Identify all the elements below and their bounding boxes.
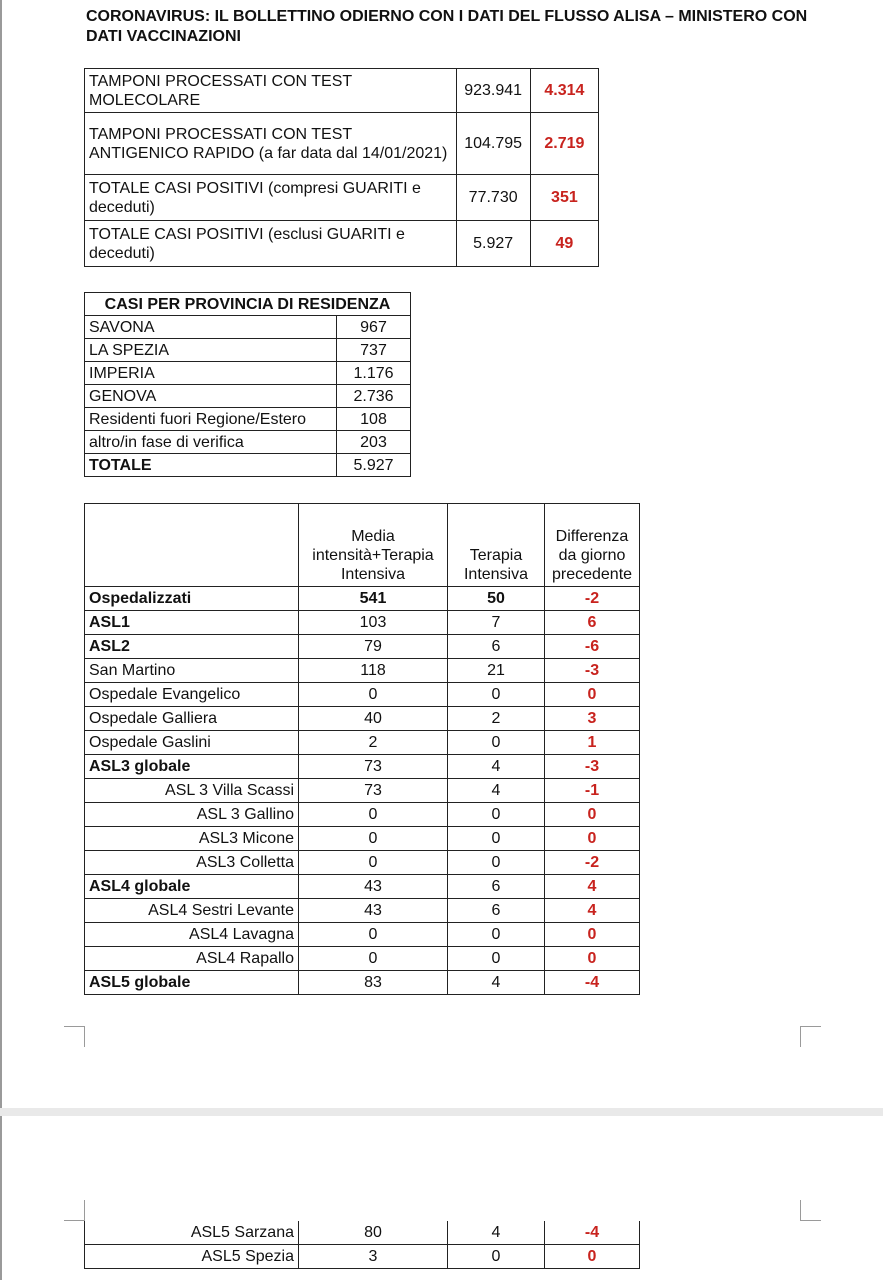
table-row bbox=[85, 221, 599, 267]
hospital-ti-value: 0 bbox=[448, 947, 545, 971]
hospital-name: ASL2 bbox=[85, 635, 299, 659]
hospital-ti-value: 0 bbox=[448, 683, 545, 707]
table-row bbox=[85, 899, 640, 923]
page-corner-mark bbox=[64, 1026, 85, 1047]
hospital-name: ASL4 Rapallo bbox=[85, 947, 299, 971]
hospital-table bbox=[84, 503, 640, 995]
table-row bbox=[85, 316, 411, 339]
hospital-media-value: 73 bbox=[299, 779, 448, 803]
summary-total: 77.730 bbox=[456, 175, 530, 221]
summary-total: 104.795 bbox=[456, 113, 530, 175]
hospital-ti-value: 2 bbox=[448, 707, 545, 731]
hospital-media-value: 0 bbox=[299, 803, 448, 827]
table-header-row bbox=[85, 504, 640, 587]
table-row bbox=[85, 635, 640, 659]
hospital-name: ASL5 Spezia bbox=[85, 1245, 299, 1269]
hospital-diff-value: 3 bbox=[545, 707, 640, 731]
table-row bbox=[85, 803, 640, 827]
table-row bbox=[85, 1221, 640, 1245]
hospital-name: Ospedalizzati bbox=[85, 587, 299, 611]
hospital-name: ASL4 Lavagna bbox=[85, 923, 299, 947]
hospital-diff-value: 0 bbox=[545, 803, 640, 827]
summary-delta: 4.314 bbox=[530, 69, 598, 113]
province-value: 203 bbox=[337, 431, 411, 454]
hospital-diff-value: -1 bbox=[545, 779, 640, 803]
hospital-media-value: 73 bbox=[299, 755, 448, 779]
hospital-diff-value: -3 bbox=[545, 659, 640, 683]
table-row bbox=[85, 587, 640, 611]
table-row bbox=[85, 851, 640, 875]
table-row bbox=[85, 339, 411, 362]
province-value: 967 bbox=[337, 316, 411, 339]
province-header: CASI PER PROVINCIA DI RESIDENZA bbox=[85, 293, 411, 316]
table-row bbox=[85, 731, 640, 755]
hospital-name: ASL5 globale bbox=[85, 971, 299, 995]
hospital-name: ASL3 globale bbox=[85, 755, 299, 779]
hospital-ti-value: 7 bbox=[448, 611, 545, 635]
table-row bbox=[85, 779, 640, 803]
province-table bbox=[84, 292, 411, 477]
hospital-ti-value: 0 bbox=[448, 803, 545, 827]
hospital-diff-value: -3 bbox=[545, 755, 640, 779]
hospital-diff-value: -2 bbox=[545, 587, 640, 611]
province-name: GENOVA bbox=[85, 385, 337, 408]
summary-label: TAMPONI PROCESSATI CON TEST MOLECOLARE bbox=[85, 69, 457, 113]
table-row bbox=[85, 947, 640, 971]
table-row bbox=[85, 1245, 640, 1269]
hospital-ti-value: 0 bbox=[448, 731, 545, 755]
page-corner-mark bbox=[800, 1026, 821, 1047]
table-header-row bbox=[85, 293, 411, 316]
hospital-media-value: 0 bbox=[299, 947, 448, 971]
summary-delta: 49 bbox=[530, 221, 598, 267]
hospital-media-value: 103 bbox=[299, 611, 448, 635]
hospital-diff-value: 0 bbox=[545, 947, 640, 971]
hospital-name: ASL5 Sarzana bbox=[85, 1221, 299, 1245]
hospital-diff-value: -4 bbox=[545, 1221, 640, 1245]
table-row bbox=[85, 362, 411, 385]
hospital-name: Ospedale Evangelico bbox=[85, 683, 299, 707]
hospital-rows bbox=[85, 587, 640, 995]
hospital-ti-value: 6 bbox=[448, 899, 545, 923]
hospital-diff-value: 0 bbox=[545, 827, 640, 851]
table-row bbox=[85, 113, 599, 175]
page-edge bbox=[0, 0, 2, 1280]
province-name: TOTALE bbox=[85, 454, 337, 477]
table-row bbox=[85, 611, 640, 635]
hospital-diff-value: 0 bbox=[545, 1245, 640, 1269]
hospital-ti-value: 4 bbox=[448, 971, 545, 995]
hospital-ti-value: 0 bbox=[448, 851, 545, 875]
table-row bbox=[85, 923, 640, 947]
hospital-ti-value: 50 bbox=[448, 587, 545, 611]
header-ti: Terapia Intensiva bbox=[448, 504, 545, 587]
province-name: SAVONA bbox=[85, 316, 337, 339]
hospital-name: ASL 3 Gallino bbox=[85, 803, 299, 827]
table-row bbox=[85, 69, 599, 113]
header-diff: Differenza da giorno precedente bbox=[545, 504, 640, 587]
province-value: 1.176 bbox=[337, 362, 411, 385]
hospital-diff-value: 4 bbox=[545, 875, 640, 899]
province-name: altro/in fase di verifica bbox=[85, 431, 337, 454]
hospital-name: ASL 3 Villa Scassi bbox=[85, 779, 299, 803]
table-row bbox=[85, 175, 599, 221]
summary-table bbox=[84, 68, 599, 267]
table-row bbox=[85, 755, 640, 779]
hospital-ti-value: 6 bbox=[448, 635, 545, 659]
hospital-ti-value: 0 bbox=[448, 1245, 545, 1269]
hospital-ti-value: 0 bbox=[448, 923, 545, 947]
summary-label: TOTALE CASI POSITIVI (esclusi GUARITI e deceduti) bbox=[85, 221, 457, 267]
hospital-media-value: 2 bbox=[299, 731, 448, 755]
province-value: 2.736 bbox=[337, 385, 411, 408]
hospital-name: ASL3 Colletta bbox=[85, 851, 299, 875]
hospital-table-continued bbox=[84, 1221, 640, 1269]
table-row bbox=[85, 408, 411, 431]
table-row bbox=[85, 971, 640, 995]
page-corner-mark bbox=[64, 1200, 85, 1221]
hospital-name: ASL4 Sestri Levante bbox=[85, 899, 299, 923]
hospital-name: San Martino bbox=[85, 659, 299, 683]
hospital-ti-value: 6 bbox=[448, 875, 545, 899]
page-separator bbox=[0, 1108, 883, 1116]
header-media: Media intensità+Terapia Intensiva bbox=[299, 504, 448, 587]
hospital-diff-value: -4 bbox=[545, 971, 640, 995]
hospital-rows-continued bbox=[85, 1221, 640, 1269]
hospital-name: Ospedale Galliera bbox=[85, 707, 299, 731]
province-value: 5.927 bbox=[337, 454, 411, 477]
hospital-media-value: 79 bbox=[299, 635, 448, 659]
table-row bbox=[85, 385, 411, 408]
hospital-ti-value: 4 bbox=[448, 1221, 545, 1245]
hospital-diff-value: 4 bbox=[545, 899, 640, 923]
table-row bbox=[85, 683, 640, 707]
hospital-media-value: 80 bbox=[299, 1221, 448, 1245]
table-row bbox=[85, 454, 411, 477]
hospital-name: Ospedale Gaslini bbox=[85, 731, 299, 755]
province-value: 108 bbox=[337, 408, 411, 431]
table-row bbox=[85, 659, 640, 683]
header-empty-cell bbox=[85, 504, 299, 587]
hospital-media-value: 40 bbox=[299, 707, 448, 731]
table-row bbox=[85, 827, 640, 851]
summary-label: TOTALE CASI POSITIVI (compresi GUARITI e deceduti) bbox=[85, 175, 457, 221]
hospital-media-value: 0 bbox=[299, 923, 448, 947]
hospital-ti-value: 21 bbox=[448, 659, 545, 683]
hospital-media-value: 0 bbox=[299, 851, 448, 875]
page-corner-mark bbox=[800, 1200, 821, 1221]
hospital-media-value: 43 bbox=[299, 875, 448, 899]
hospital-media-value: 3 bbox=[299, 1245, 448, 1269]
province-name: IMPERIA bbox=[85, 362, 337, 385]
hospital-name: ASL3 Micone bbox=[85, 827, 299, 851]
hospital-diff-value: 0 bbox=[545, 923, 640, 947]
hospital-media-value: 118 bbox=[299, 659, 448, 683]
province-value: 737 bbox=[337, 339, 411, 362]
hospital-diff-value: 6 bbox=[545, 611, 640, 635]
province-name: Residenti fuori Regione/Estero bbox=[85, 408, 337, 431]
summary-delta: 351 bbox=[530, 175, 598, 221]
hospital-diff-value: 0 bbox=[545, 683, 640, 707]
hospital-media-value: 541 bbox=[299, 587, 448, 611]
document-title: CORONAVIRUS: IL BOLLETTINO ODIERNO CON I DATI DEL FLUSSO ALISA – MINISTERO CON DATI VACCINAZIONI bbox=[86, 8, 808, 45]
hospital-ti-value: 4 bbox=[448, 779, 545, 803]
hospital-diff-value: -2 bbox=[545, 851, 640, 875]
hospital-ti-value: 0 bbox=[448, 827, 545, 851]
hospital-media-value: 83 bbox=[299, 971, 448, 995]
table-row bbox=[85, 875, 640, 899]
table-row bbox=[85, 707, 640, 731]
table-row bbox=[85, 431, 411, 454]
hospital-ti-value: 4 bbox=[448, 755, 545, 779]
hospital-name: ASL4 globale bbox=[85, 875, 299, 899]
hospital-name: ASL1 bbox=[85, 611, 299, 635]
summary-total: 923.941 bbox=[456, 69, 530, 113]
hospital-media-value: 43 bbox=[299, 899, 448, 923]
summary-label: TAMPONI PROCESSATI CON TEST ANTIGENICO RAPIDO (a far data dal 14/01/2021) bbox=[85, 113, 457, 175]
province-name: LA SPEZIA bbox=[85, 339, 337, 362]
summary-total: 5.927 bbox=[456, 221, 530, 267]
hospital-media-value: 0 bbox=[299, 827, 448, 851]
summary-delta: 2.719 bbox=[530, 113, 598, 175]
hospital-diff-value: -6 bbox=[545, 635, 640, 659]
hospital-diff-value: 1 bbox=[545, 731, 640, 755]
hospital-media-value: 0 bbox=[299, 683, 448, 707]
